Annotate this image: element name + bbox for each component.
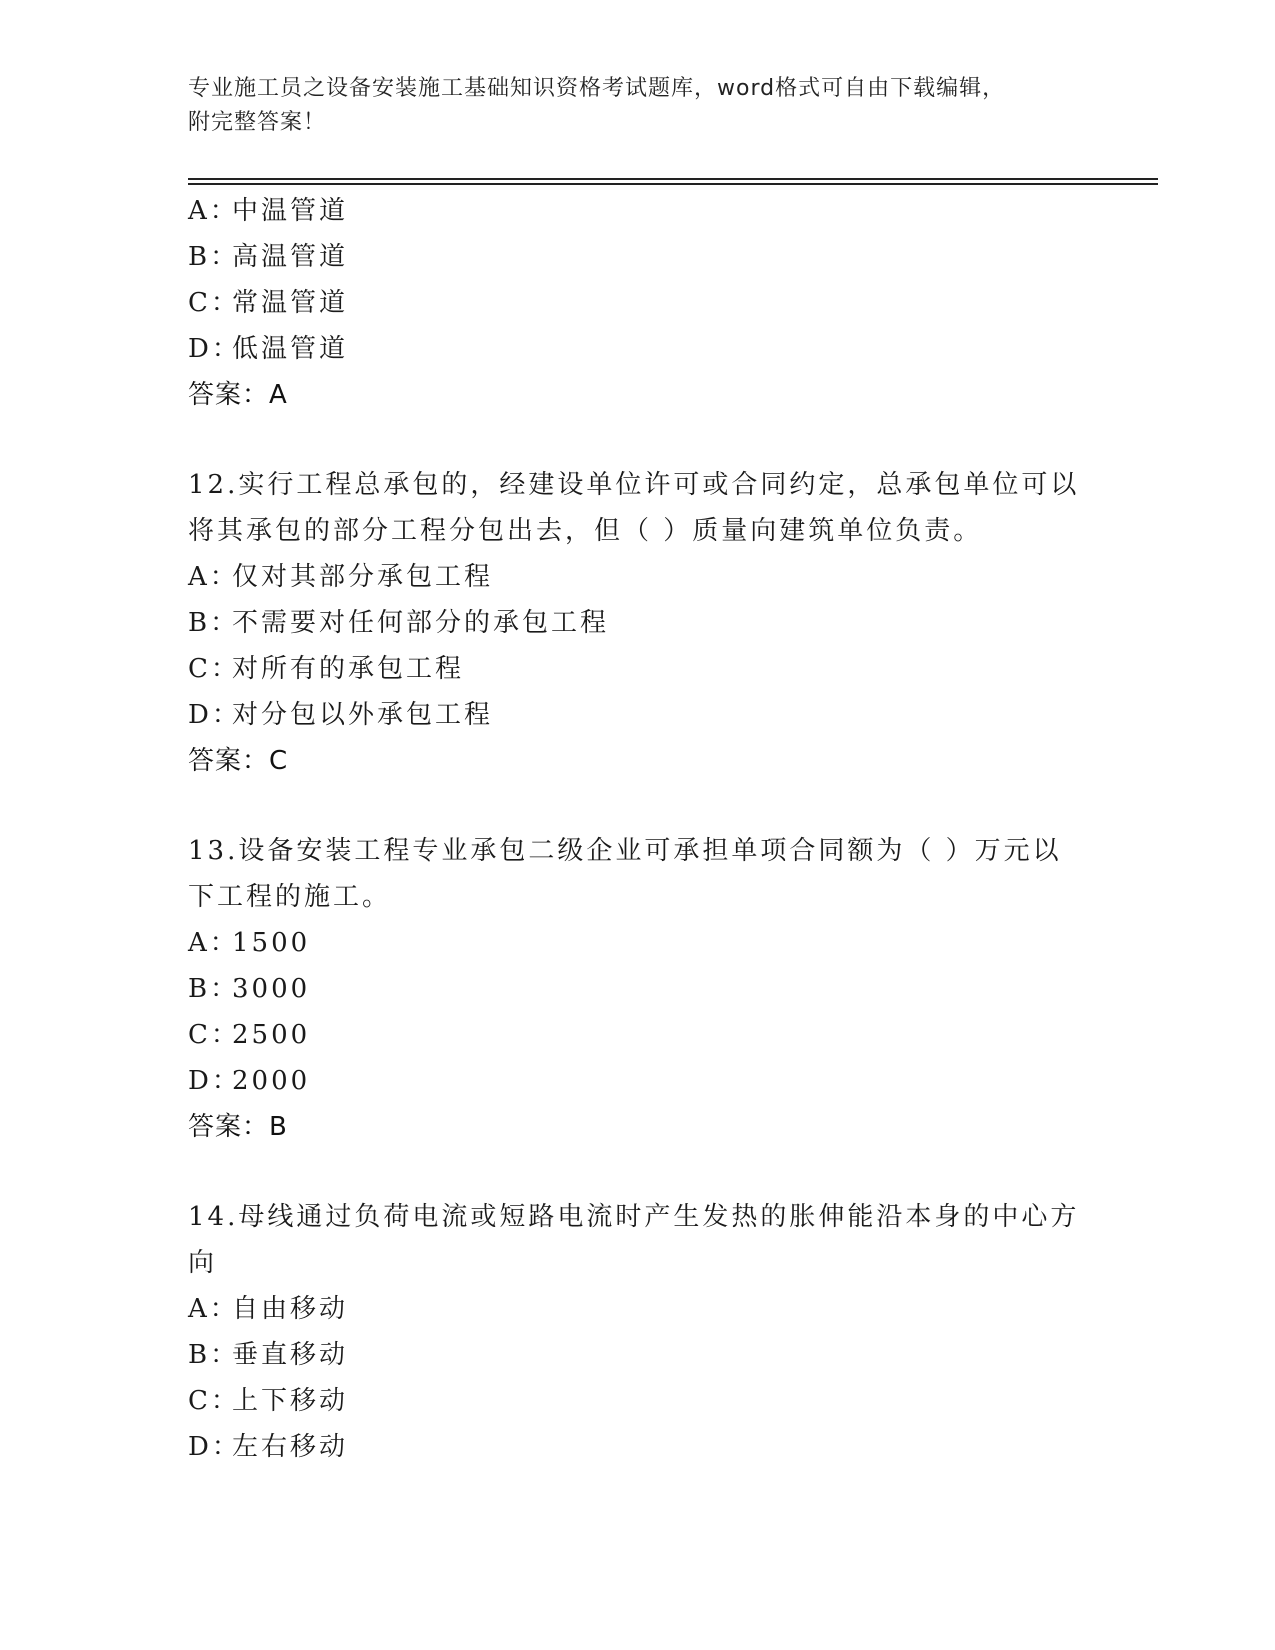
header-rule-bottom — [188, 183, 1158, 185]
header-line-1: 专业施工员之设备安装施工基础知识资格考试题库，word格式可自由下载编辑， — [188, 76, 1006, 101]
document-header — [188, 72, 1088, 140]
spacer — [188, 1150, 1088, 1194]
question-block-12 — [188, 462, 1088, 784]
option-d: D：低温管道 — [188, 334, 349, 364]
option-c: C：对所有的承包工程 — [188, 654, 465, 684]
header-rule-top — [188, 178, 1158, 180]
header-line-2: 附完整答案！ — [188, 110, 327, 135]
option-a: A：自由移动 — [188, 1294, 349, 1324]
option-b: B：3000 — [188, 974, 311, 1004]
answer-line: 答案：C — [188, 746, 289, 776]
option-d: D：左右移动 — [188, 1432, 349, 1462]
option-b: B：高温管道 — [188, 242, 349, 272]
spacer — [188, 784, 1088, 828]
question-text-line-1: 13.设备安装工程专业承包二级企业可承担单项合同额为（ ）万元以 — [188, 836, 1062, 866]
option-b: B：不需要对任何部分的承包工程 — [188, 608, 610, 638]
option-c: C：2500 — [188, 1020, 311, 1050]
question-text-line-2: 下工程的施工。 — [188, 882, 392, 912]
option-c: C：常温管道 — [188, 288, 349, 318]
question-block-13 — [188, 828, 1088, 1150]
question-text-line-2: 向 — [188, 1248, 218, 1278]
question-text-line-1: 12.实行工程总承包的，经建设单位许可或合同约定，总承包单位可以 — [188, 470, 1080, 500]
option-b: B：垂直移动 — [188, 1340, 349, 1370]
spacer — [188, 418, 1088, 462]
option-d: D：对分包以外承包工程 — [188, 700, 494, 730]
answer-line: 答案：A — [188, 380, 288, 410]
option-c: C：上下移动 — [188, 1386, 349, 1416]
question-block-14 — [188, 1194, 1088, 1470]
option-a: A：中温管道 — [188, 196, 349, 226]
answer-line: 答案：B — [188, 1112, 288, 1142]
question-text-line-2: 将其承包的部分工程分包出去，但（ ）质量向建筑单位负责。 — [188, 516, 983, 546]
question-block-prev — [188, 188, 1088, 418]
option-a: A：仅对其部分承包工程 — [188, 562, 494, 592]
question-text-line-1: 14.母线通过负荷电流或短路电流时产生发热的胀伸能沿本身的中心方 — [188, 1202, 1080, 1232]
question-list — [188, 188, 1088, 1470]
option-d: D：2000 — [188, 1066, 311, 1096]
option-a: A：1500 — [188, 928, 311, 958]
